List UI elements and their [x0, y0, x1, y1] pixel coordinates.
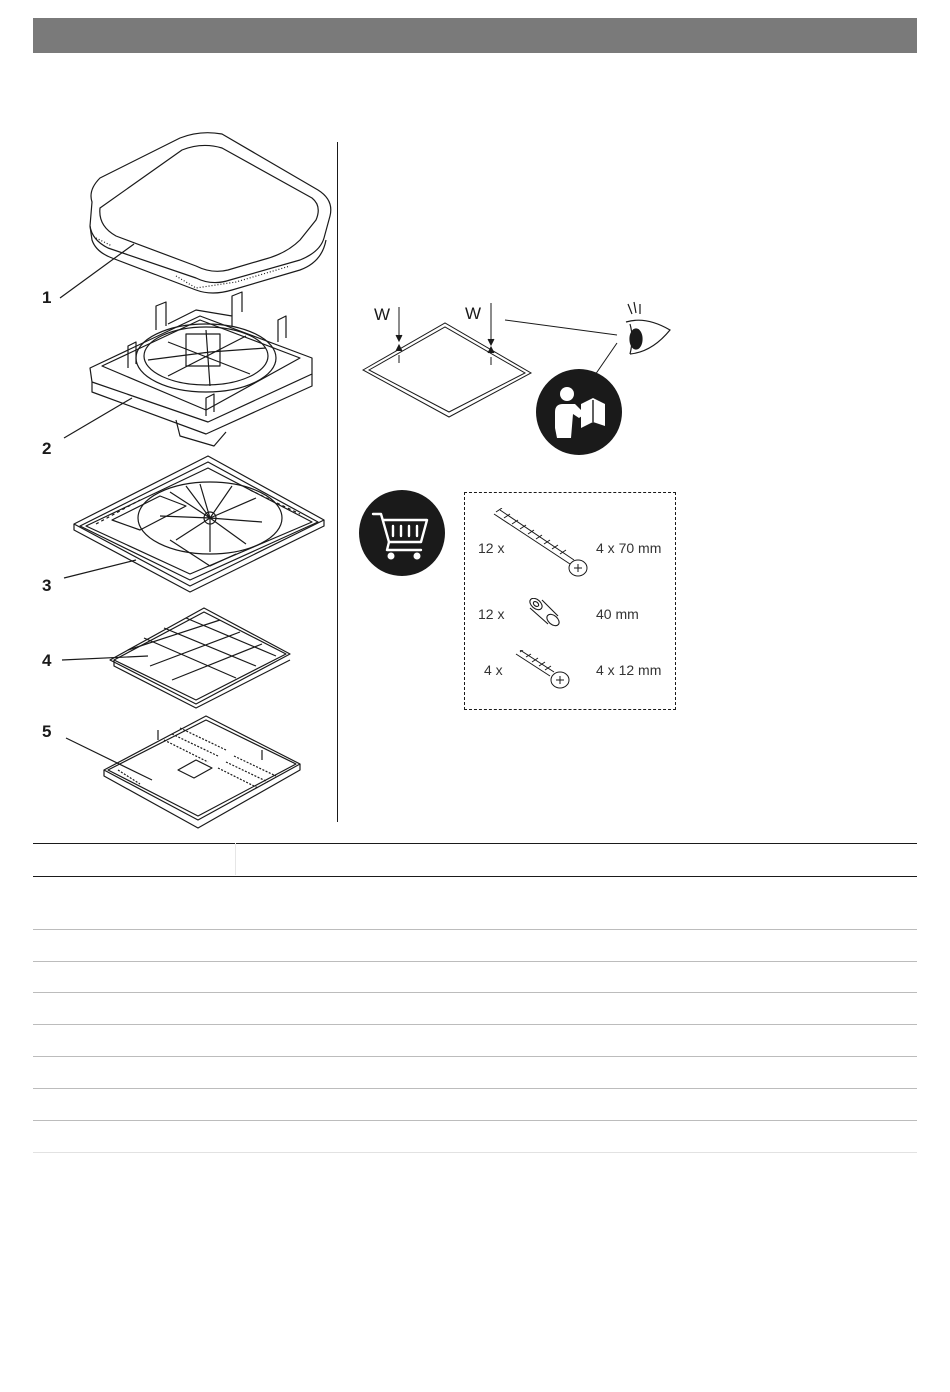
cover-part: [90, 133, 331, 293]
kit-size-3: 4 x 12 mm: [596, 662, 662, 678]
kit-size-1: 4 x 70 mm: [596, 540, 662, 556]
kit-size-2: 40 mm: [596, 606, 639, 622]
kit-qty-3: 4 x: [484, 662, 503, 678]
part-label-2: 2: [42, 439, 52, 458]
spacer-sleeve-icon: [524, 598, 564, 632]
part-label-1: 1: [42, 288, 52, 307]
header-bar: [33, 18, 917, 53]
w-label-left: W: [374, 305, 391, 324]
table-top-rule: [33, 843, 917, 844]
long-screw-icon: [490, 508, 590, 580]
part-label-4: 4: [42, 651, 52, 670]
table-row-rule: [33, 1024, 917, 1025]
bottom-panel-part: [104, 716, 300, 828]
mounting-frame-part: [90, 292, 312, 446]
eye-icon: [618, 300, 678, 360]
inner-plate-part: [74, 456, 324, 592]
part-label-5: 5: [42, 722, 52, 741]
read-manual-icon: [535, 368, 623, 456]
table-row-rule: [33, 1088, 917, 1089]
short-screw-icon: [512, 650, 572, 694]
table-bottom-rule: [33, 1152, 917, 1153]
table-header-separator: [235, 843, 236, 875]
table-row-rule: [33, 961, 917, 962]
filter-part: [110, 608, 290, 708]
table-row-rule: [33, 1120, 917, 1121]
part-label-3: 3: [42, 576, 52, 595]
table-row-rule: [33, 992, 917, 993]
kit-qty-1: 12 x: [478, 540, 505, 556]
w-label-right: W: [465, 304, 482, 323]
shopping-cart-icon: [359, 490, 445, 576]
vertical-divider: [337, 142, 338, 822]
kit-qty-2: 12 x: [478, 606, 505, 622]
table-header-rule: [33, 876, 917, 877]
table-row-rule: [33, 929, 917, 930]
table-row-rule: [33, 1056, 917, 1057]
